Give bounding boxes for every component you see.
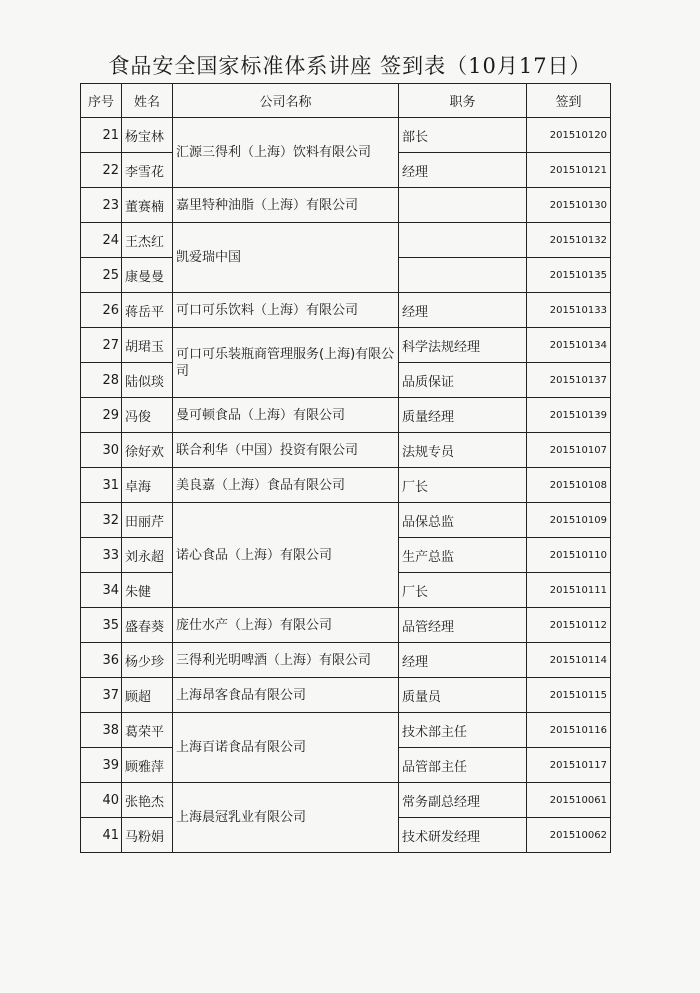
row-number: 22: [81, 153, 122, 188]
position-title: 品管经理: [399, 608, 527, 643]
position-title: 品管部主任: [399, 748, 527, 783]
attendee-name: 胡珺玉: [122, 328, 173, 363]
row-number: 27: [81, 328, 122, 363]
table-row: [81, 643, 611, 678]
row-number: 33: [81, 538, 122, 573]
attendee-name: 陆似琰: [122, 363, 173, 398]
attendee-name: 马粉娟: [122, 818, 173, 853]
position-title: 经理: [399, 153, 527, 188]
header-sign: 签到: [527, 84, 611, 118]
row-number: 26: [81, 293, 122, 328]
row-number: 40: [81, 783, 122, 818]
attendee-name: 徐好欢: [122, 433, 173, 468]
header-row: [81, 84, 611, 118]
sign-in-code: 201510108: [527, 468, 611, 503]
attendee-name: 杨少珍: [122, 643, 173, 678]
sign-in-code: 201510137: [527, 363, 611, 398]
attendee-name: 杨宝林: [122, 118, 173, 153]
sign-in-code: 201510121: [527, 153, 611, 188]
sign-in-code: 201510114: [527, 643, 611, 678]
position-title: 经理: [399, 293, 527, 328]
row-number: 30: [81, 433, 122, 468]
attendee-name: 董赛楠: [122, 188, 173, 223]
sign-in-code: 201510062: [527, 818, 611, 853]
company-name: 曼可顿食品（上海）有限公司: [173, 398, 399, 433]
position-title: 技术部主任: [399, 713, 527, 748]
sign-in-code: 201510107: [527, 433, 611, 468]
attendee-name: 刘永超: [122, 538, 173, 573]
position-title: 技术研发经理: [399, 818, 527, 853]
sign-in-code: 201510110: [527, 538, 611, 573]
attendee-name: 张艳杰: [122, 783, 173, 818]
sign-in-code: 201510130: [527, 188, 611, 223]
company-name: 庞仕水产（上海）有限公司: [173, 608, 399, 643]
position-title: 品质保证: [399, 363, 527, 398]
sign-in-code: 201510111: [527, 573, 611, 608]
header-company: 公司名称: [173, 84, 399, 118]
sign-in-code: 201510112: [527, 608, 611, 643]
table-row: [81, 608, 611, 643]
position-title: 厂长: [399, 468, 527, 503]
attendee-name: 康曼曼: [122, 258, 173, 293]
row-number: 31: [81, 468, 122, 503]
attendee-name: 卓海: [122, 468, 173, 503]
position-title: 科学法规经理: [399, 328, 527, 363]
company-name: 汇源三得利（上海）饮料有限公司: [173, 118, 399, 188]
position-title: 生产总监: [399, 538, 527, 573]
row-number: 23: [81, 188, 122, 223]
table-row: [81, 328, 611, 363]
row-number: 25: [81, 258, 122, 293]
sign-in-code: 201510061: [527, 783, 611, 818]
row-number: 36: [81, 643, 122, 678]
page-title: 食品安全国家标准体系讲座 签到表（10月17日）: [108, 54, 592, 78]
table-row: [81, 713, 611, 748]
position-title: 品保总监: [399, 503, 527, 538]
attendee-name: 葛荣平: [122, 713, 173, 748]
sign-in-code: 201510109: [527, 503, 611, 538]
position-title: 法规专员: [399, 433, 527, 468]
attendee-name: 顾雅萍: [122, 748, 173, 783]
sign-in-code: 201510133: [527, 293, 611, 328]
table-row: [81, 678, 611, 713]
row-number: 32: [81, 503, 122, 538]
company-name: 上海昂客食品有限公司: [173, 678, 399, 713]
row-number: 34: [81, 573, 122, 608]
company-name: 联合利华（中国）投资有限公司: [173, 433, 399, 468]
table-row: [81, 398, 611, 433]
company-name: 诺心食品（上海）有限公司: [173, 503, 399, 608]
attendee-name: 顾超: [122, 678, 173, 713]
row-number: 24: [81, 223, 122, 258]
attendee-name: 王杰红: [122, 223, 173, 258]
position-title: 厂长: [399, 573, 527, 608]
company-name: 上海百诺食品有限公司: [173, 713, 399, 783]
position-title: 经理: [399, 643, 527, 678]
row-number: 21: [81, 118, 122, 153]
company-name: 可口可乐装瓶商管理服务(上海)有限公司: [173, 328, 399, 398]
header-no: 序号: [81, 84, 122, 118]
row-number: 29: [81, 398, 122, 433]
row-number: 35: [81, 608, 122, 643]
company-name: 嘉里特种油脂（上海）有限公司: [173, 188, 399, 223]
company-name: 美良嘉（上海）食品有限公司: [173, 468, 399, 503]
table-row: [81, 783, 611, 818]
position-title: 质量经理: [399, 398, 527, 433]
sign-in-code: 201510120: [527, 118, 611, 153]
attendee-name: 冯俊: [122, 398, 173, 433]
company-name: 可口可乐饮料（上海）有限公司: [173, 293, 399, 328]
position-title: [399, 223, 527, 258]
attendee-name: 田丽芹: [122, 503, 173, 538]
row-number: 37: [81, 678, 122, 713]
table-row: [81, 293, 611, 328]
position-title: [399, 258, 527, 293]
attendee-name: 李雪花: [122, 153, 173, 188]
header-position: 职务: [399, 84, 527, 118]
position-title: 质量员: [399, 678, 527, 713]
sign-in-code: 201510134: [527, 328, 611, 363]
sign-in-code: 201510135: [527, 258, 611, 293]
table-row: [81, 468, 611, 503]
header-name: 姓名: [122, 84, 173, 118]
table-row: [81, 433, 611, 468]
sign-in-code: 201510116: [527, 713, 611, 748]
table-row: [81, 118, 611, 153]
attendee-name: 蒋岳平: [122, 293, 173, 328]
row-number: 39: [81, 748, 122, 783]
sign-in-code: 201510115: [527, 678, 611, 713]
table-row: [81, 223, 611, 258]
sign-in-code: 201510139: [527, 398, 611, 433]
sign-in-table: [80, 83, 611, 853]
sign-in-code: 201510132: [527, 223, 611, 258]
row-number: 28: [81, 363, 122, 398]
row-number: 38: [81, 713, 122, 748]
position-title: [399, 188, 527, 223]
position-title: 常务副总经理: [399, 783, 527, 818]
row-number: 41: [81, 818, 122, 853]
attendee-name: 朱健: [122, 573, 173, 608]
table-row: [81, 503, 611, 538]
table-body: [81, 118, 611, 853]
position-title: 部长: [399, 118, 527, 153]
attendee-name: 盛春葵: [122, 608, 173, 643]
company-name: 上海晨冠乳业有限公司: [173, 783, 399, 853]
table-row: [81, 188, 611, 223]
company-name: 三得利光明啤酒（上海）有限公司: [173, 643, 399, 678]
sign-in-code: 201510117: [527, 748, 611, 783]
company-name: 凯爱瑞中国: [173, 223, 399, 293]
